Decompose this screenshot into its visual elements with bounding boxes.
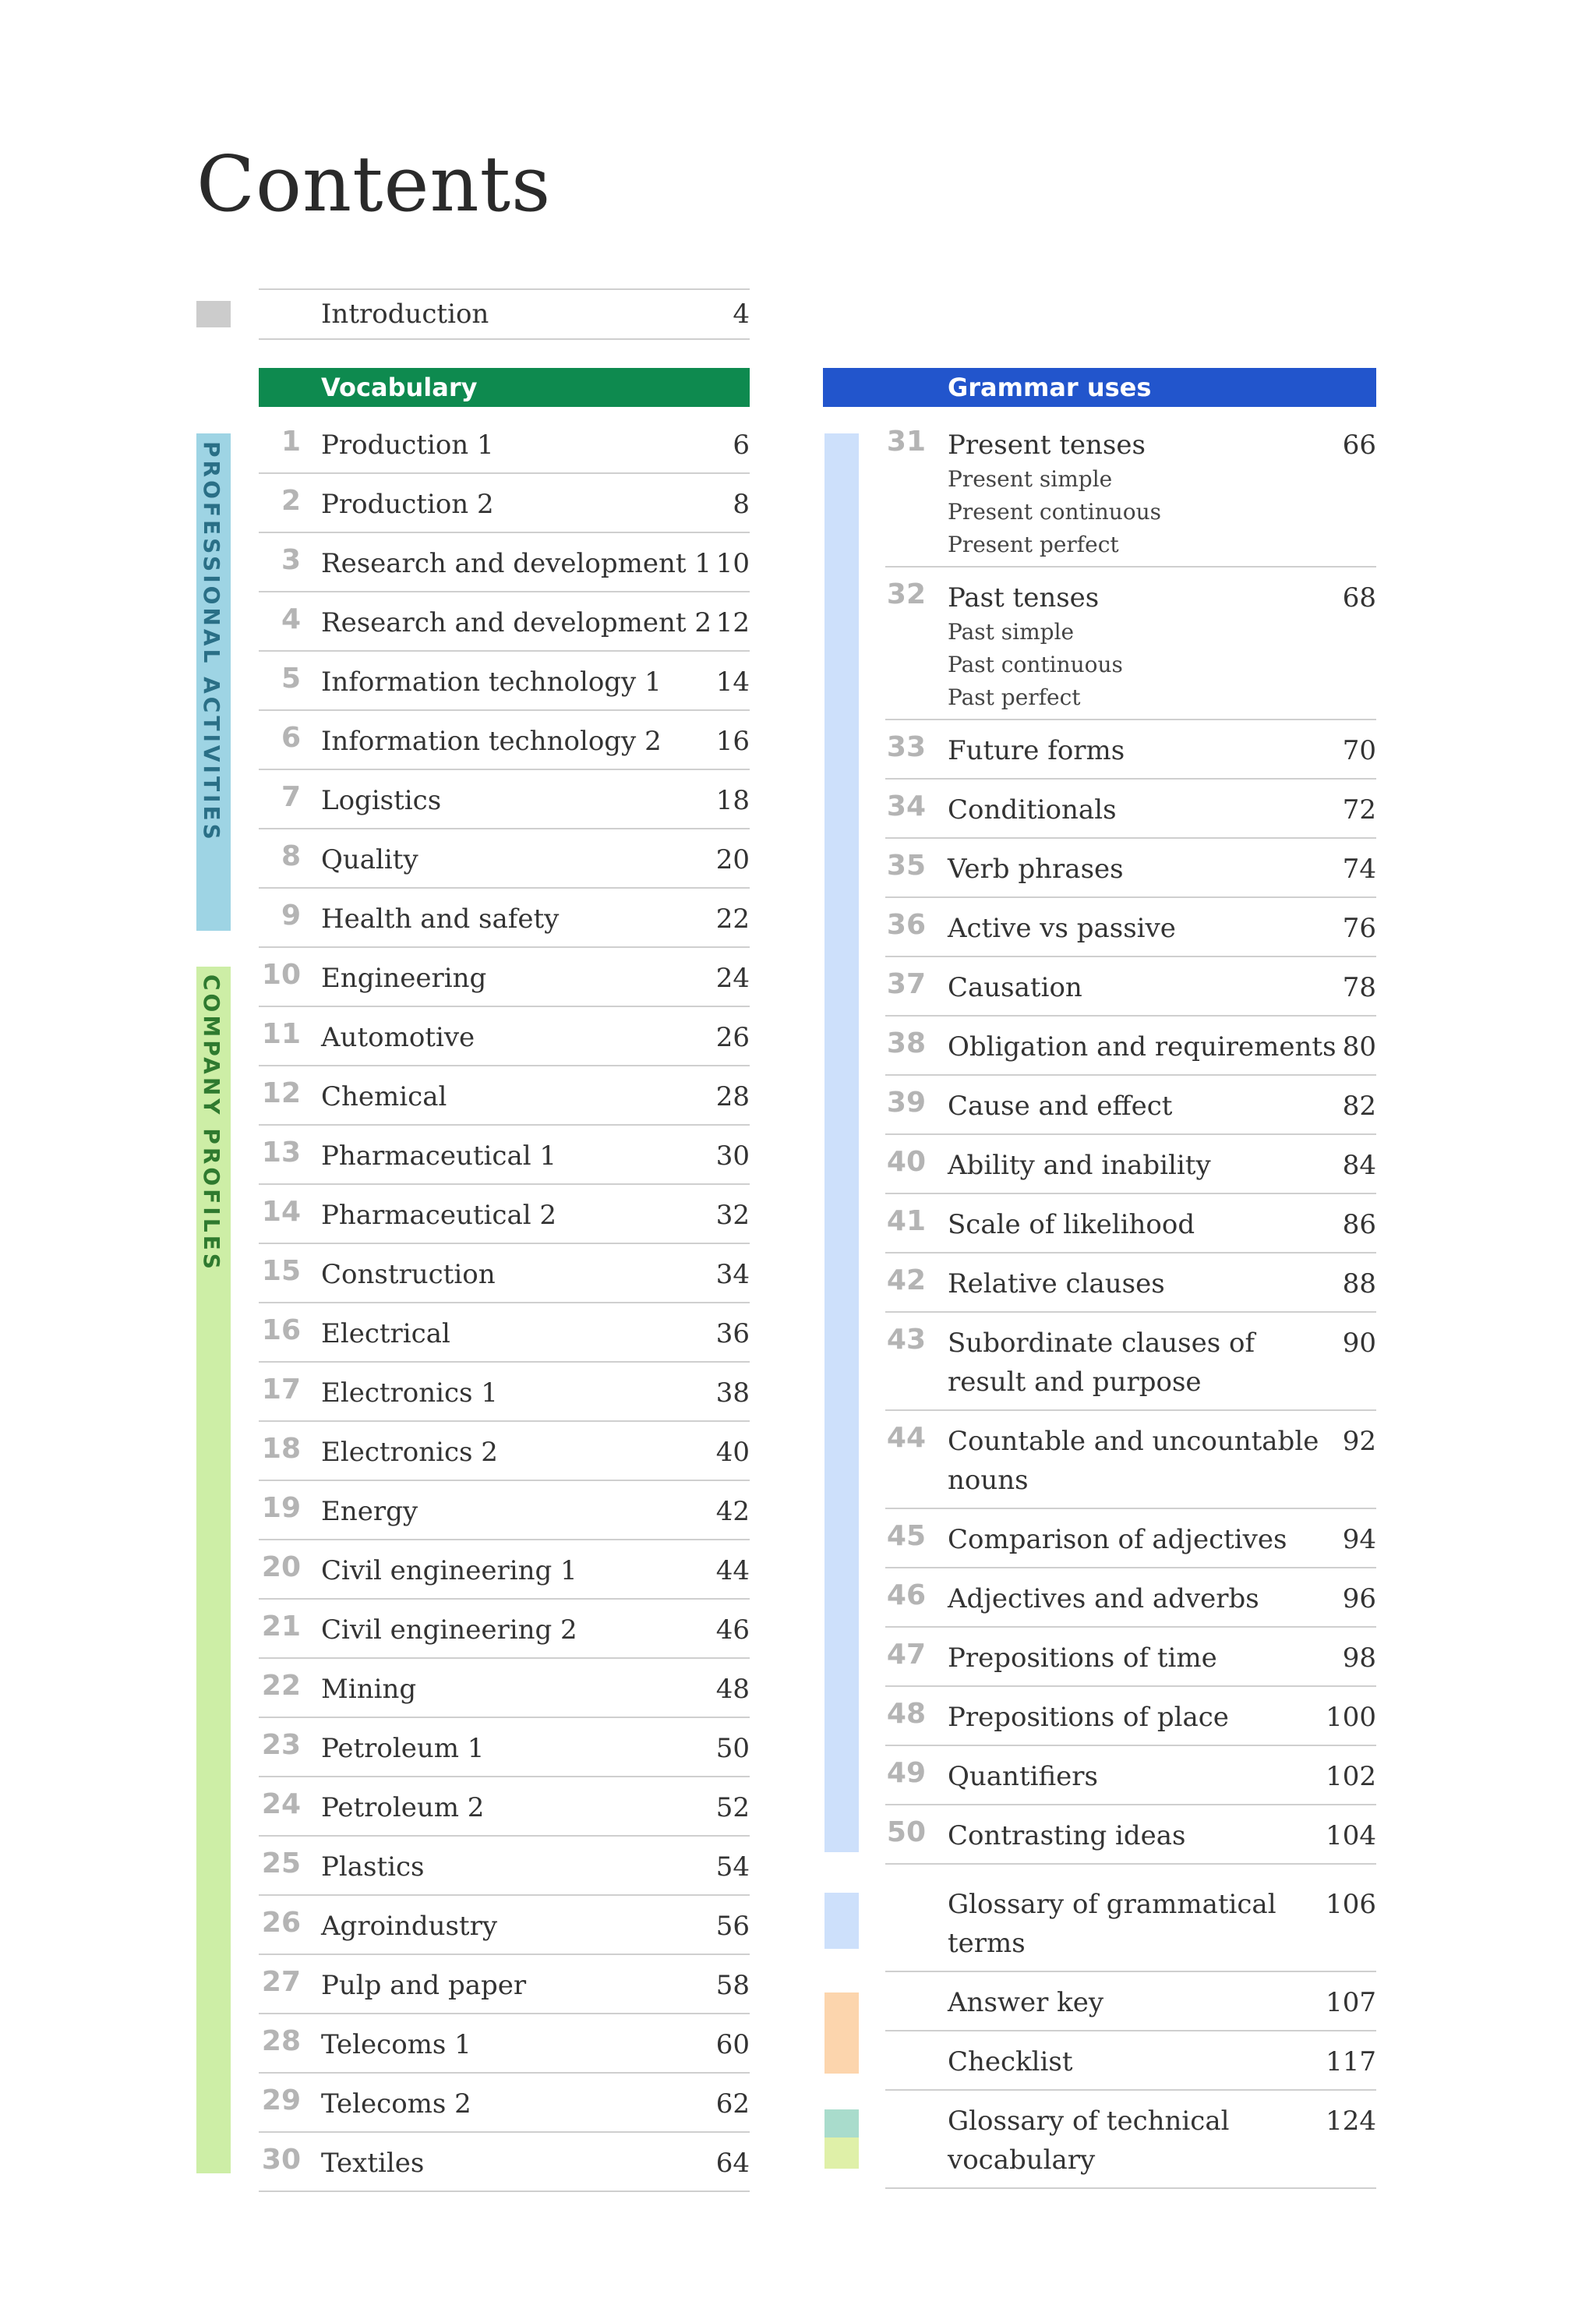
entry-title: Adjectives and adverbs (948, 1583, 1259, 1614)
entry-page-number: 72 (1342, 794, 1376, 826)
entry-title: Civil engineering 1 (321, 1555, 577, 1586)
grammar-entry[interactable] (885, 1687, 1376, 1746)
entry-page-number: 92 (1342, 1426, 1376, 1457)
entry-number: 45 (886, 1520, 926, 1552)
entry-number: 39 (886, 1087, 926, 1119)
entry-number: 15 (261, 1255, 301, 1287)
entry-page-number: 78 (1342, 972, 1376, 1003)
entry-number: 49 (886, 1757, 926, 1789)
entry-title: Production 2 (321, 489, 494, 520)
entry-number: 26 (261, 1907, 301, 1939)
entry-page-number: 40 (715, 1437, 750, 1468)
company-profiles-label: COMPANY PROFILES (199, 974, 224, 1272)
entry-number: 50 (886, 1816, 926, 1848)
intro-swatch (196, 301, 231, 327)
entry-title: Engineering (321, 963, 487, 994)
entry-page-number: 28 (715, 1081, 750, 1112)
entry-title: Causation (948, 972, 1082, 1003)
entry-number: 25 (261, 1847, 301, 1879)
entry-title: Checklist (948, 2046, 1073, 2077)
vocabulary-entry[interactable] (259, 1837, 750, 1896)
entry-number: 21 (261, 1611, 301, 1642)
entry-title: Obligation and requirements (948, 1031, 1336, 1063)
glossary-grammar-swatch (824, 1893, 859, 1949)
vocabulary-entry[interactable] (259, 2074, 750, 2133)
vocabulary-entry[interactable] (259, 829, 750, 889)
entry-page-number: 58 (715, 1970, 750, 2001)
entry-number: 43 (886, 1324, 926, 1356)
entry-number: 35 (886, 850, 926, 882)
entry-number: 2 (281, 485, 301, 517)
entry-title: Countable and uncountable (948, 1426, 1319, 1457)
entry-number: 34 (886, 790, 926, 822)
entry-number: 18 (261, 1433, 301, 1465)
entry-title-continued: nouns (948, 1465, 1029, 1496)
entry-number: 3 (281, 544, 301, 576)
vocabulary-entry[interactable] (259, 711, 750, 770)
entry-number: 1 (281, 426, 301, 458)
grammar-header (823, 368, 1376, 407)
entry-number: 28 (261, 2025, 301, 2057)
entry-number: 22 (261, 1670, 301, 1702)
grammar-entry[interactable] (885, 1509, 1376, 1568)
entry-page-number: 16 (715, 726, 750, 757)
entry-subtopic: Past simple (948, 619, 1075, 645)
entry-page-number: 8 (733, 489, 750, 520)
vocabulary-entry[interactable] (259, 2014, 750, 2074)
entry-page-number: 54 (715, 1851, 750, 1883)
entry-title: Quantifiers (948, 1761, 1098, 1792)
entry-title: Information technology 1 (321, 667, 662, 698)
vocabulary-entry[interactable] (259, 1540, 750, 1600)
vocabulary-entry[interactable] (259, 1777, 750, 1837)
grammar-entry[interactable] (885, 1194, 1376, 1253)
page-title: Contents (196, 140, 552, 229)
glossary-technical-swatch-bottom (824, 2137, 859, 2169)
entry-title: Past tenses (948, 582, 1100, 613)
entry-number: 8 (281, 840, 301, 872)
entry-title: Electrical (321, 1318, 450, 1349)
entry-subtopic: Past continuous (948, 652, 1123, 677)
vocabulary-entry[interactable] (259, 1007, 750, 1066)
entry-number: 24 (261, 1788, 301, 1820)
entry-title: Production 1 (321, 430, 494, 461)
entry-title: Health and safety (321, 903, 560, 935)
entry-title: Pharmaceutical 2 (321, 1200, 557, 1231)
grammar-entry[interactable] (885, 1746, 1376, 1805)
entry-title: Prepositions of time (948, 1642, 1217, 1674)
entry-title: Conditionals (948, 794, 1117, 826)
entry-number: 27 (261, 1966, 301, 1998)
entry-title: Prepositions of place (948, 1702, 1229, 1733)
entry-subtopic: Present perfect (948, 532, 1119, 557)
entry-page-number: 48 (715, 1674, 750, 1705)
entry-title: Research and development 1 (321, 548, 711, 579)
entry-page-number: 6 (733, 430, 750, 461)
entry-number: 41 (886, 1205, 926, 1237)
entry-title: Research and development 2 (321, 607, 711, 638)
entry-page-number: 117 (1326, 2046, 1376, 2077)
entry-page-number: 52 (715, 1792, 750, 1823)
vocabulary-entry[interactable] (259, 1363, 750, 1422)
entry-title: Chemical (321, 1081, 447, 1112)
vocabulary-entry[interactable] (259, 1422, 750, 1481)
entry-page-number: 96 (1342, 1583, 1376, 1614)
entry-title: Telecoms 2 (321, 2088, 471, 2120)
entry-number: 12 (261, 1077, 301, 1109)
entry-number: 7 (281, 781, 301, 813)
entry-title: Future forms (948, 735, 1125, 766)
entry-page-number: 70 (1342, 735, 1376, 766)
entry-title: Glossary of grammatical (948, 1889, 1276, 1920)
entry-title: Scale of likelihood (948, 1209, 1195, 1240)
entry-page-number: 102 (1326, 1761, 1376, 1792)
entry-title: Energy (321, 1496, 418, 1527)
entry-title: Active vs passive (948, 913, 1176, 944)
grammar-entry[interactable] (885, 1313, 1376, 1411)
entry-subtopic: Present continuous (948, 499, 1162, 525)
entry-number: 30 (261, 2144, 301, 2176)
entry-title: Electronics 2 (321, 1437, 498, 1468)
entry-page-number: 107 (1326, 1987, 1376, 2018)
entry-page-number: 98 (1342, 1642, 1376, 1674)
vocabulary-entry[interactable] (259, 1066, 750, 1126)
entry-page-number: 32 (715, 1200, 750, 1231)
entry-title: Information technology 2 (321, 726, 662, 757)
entry-page-number: 44 (715, 1555, 750, 1586)
entry-number: 44 (886, 1422, 926, 1454)
entry-page-number: 76 (1342, 913, 1376, 944)
entry-page-number: 36 (715, 1318, 750, 1349)
vocabulary-entry[interactable] (259, 1896, 750, 1955)
entry-page-number: 10 (715, 548, 750, 579)
entry-number: 29 (261, 2084, 301, 2116)
entry-title: Ability and inability (948, 1150, 1211, 1181)
entry-title: Cause and effect (948, 1091, 1173, 1122)
entry-title-continued: vocabulary (948, 2145, 1096, 2176)
entry-title: Petroleum 2 (321, 1792, 485, 1823)
entry-page-number: 18 (715, 785, 750, 816)
grammar-entry[interactable] (885, 780, 1376, 839)
entry-title: Telecoms 1 (321, 2029, 471, 2060)
entry-title: Electronics 1 (321, 1377, 498, 1409)
back-matter-list (885, 1874, 1376, 2189)
vocabulary-entry[interactable] (259, 1659, 750, 1718)
entry-page-number: 94 (1342, 1524, 1376, 1555)
entry-number: 40 (886, 1146, 926, 1178)
introduction-entry[interactable] (259, 290, 750, 340)
entry-page-number: 56 (715, 1911, 750, 1942)
entry-number: 10 (261, 959, 301, 991)
grammar-entry[interactable] (885, 415, 1376, 568)
vocabulary-entry[interactable] (259, 1955, 750, 2014)
entry-page-number: 12 (715, 607, 750, 638)
entry-title: Plastics (321, 1851, 425, 1883)
entry-number: 48 (886, 1698, 926, 1730)
entry-title: Pulp and paper (321, 1970, 527, 2001)
entry-page-number: 106 (1326, 1889, 1376, 1920)
entry-title: Subordinate clauses of (948, 1328, 1255, 1359)
entry-title: Pharmaceutical 1 (321, 1140, 557, 1172)
grammar-entry[interactable] (885, 720, 1376, 780)
entry-subtopic: Present simple (948, 466, 1113, 492)
entry-title: Present tenses (948, 430, 1146, 461)
grammar-entry[interactable] (885, 568, 1376, 720)
entry-number: 37 (886, 968, 926, 1000)
entry-number: 31 (886, 426, 926, 458)
entry-title: Construction (321, 1259, 496, 1290)
entry-page-number: 100 (1326, 1702, 1376, 1733)
entry-title-continued: result and purpose (948, 1367, 1202, 1398)
introduction-page: 4 (733, 299, 750, 330)
entry-page-number: 64 (715, 2148, 750, 2179)
grammar-entry[interactable] (885, 1805, 1376, 1865)
grammar-entry[interactable] (885, 1253, 1376, 1313)
vocabulary-entry[interactable] (259, 2133, 750, 2192)
vocabulary-header-label: Vocabulary (321, 373, 478, 402)
introduction-title: Introduction (321, 299, 489, 330)
entry-number: 36 (886, 909, 926, 941)
back-matter-entry[interactable] (885, 2031, 1376, 2091)
entry-title: Answer key (948, 1987, 1104, 2018)
answer-key-swatch (824, 1992, 859, 2074)
grammar-entry[interactable] (885, 839, 1376, 898)
entry-number: 33 (886, 731, 926, 763)
entry-title: Verb phrases (948, 854, 1124, 885)
entry-page-number: 20 (715, 844, 750, 875)
entry-page-number: 68 (1342, 582, 1376, 613)
vocabulary-entry[interactable] (259, 415, 750, 474)
entry-title: Comparison of adjectives (948, 1524, 1287, 1555)
grammar-entry[interactable] (885, 898, 1376, 957)
vocabulary-entry[interactable] (259, 474, 750, 533)
entry-page-number: 50 (715, 1733, 750, 1764)
vocabulary-header (259, 368, 750, 407)
entry-page-number: 62 (715, 2088, 750, 2120)
entry-page-number: 84 (1342, 1150, 1376, 1181)
entry-number: 4 (281, 603, 301, 635)
entry-title: Textiles (321, 2148, 425, 2179)
entry-page-number: 60 (715, 2029, 750, 2060)
entry-number: 20 (261, 1551, 301, 1583)
grammar-list (885, 415, 1376, 1865)
entry-number: 47 (886, 1639, 926, 1671)
entry-page-number: 104 (1326, 1820, 1376, 1851)
vocabulary-entry[interactable] (259, 533, 750, 592)
entry-page-number: 46 (715, 1614, 750, 1646)
grammar-entry[interactable] (885, 1628, 1376, 1687)
entry-number: 5 (281, 663, 301, 695)
entry-title-continued: terms (948, 1928, 1026, 1959)
entry-subtopics (948, 616, 1123, 714)
professional-activities-label: PROFESSIONAL ACTIVITIES (199, 441, 224, 843)
entry-number: 46 (886, 1579, 926, 1611)
grammar-entry[interactable] (885, 957, 1376, 1017)
grammar-entry[interactable] (885, 1135, 1376, 1194)
vocabulary-entry[interactable] (259, 889, 750, 948)
vocabulary-entry[interactable] (259, 1481, 750, 1540)
entry-page-number: 26 (715, 1022, 750, 1053)
vocabulary-entry[interactable] (259, 948, 750, 1007)
entry-title: Petroleum 1 (321, 1733, 485, 1764)
grammar-entry[interactable] (885, 1017, 1376, 1076)
entry-page-number: 24 (715, 963, 750, 994)
back-matter-entry[interactable] (885, 2091, 1376, 2189)
back-matter-entry[interactable] (885, 1972, 1376, 2031)
entry-page-number: 30 (715, 1140, 750, 1172)
glossary-technical-swatch-top (824, 2109, 859, 2137)
entry-title: Civil engineering 2 (321, 1614, 577, 1646)
vocabulary-entry[interactable] (259, 1600, 750, 1659)
entry-page-number: 88 (1342, 1268, 1376, 1299)
vocabulary-entry[interactable] (259, 592, 750, 652)
entry-page-number: 80 (1342, 1031, 1376, 1063)
entry-number: 42 (886, 1264, 926, 1296)
entry-title: Automotive (321, 1022, 475, 1053)
entry-number: 32 (886, 578, 926, 610)
entry-title: Glossary of technical (948, 2106, 1230, 2137)
entry-number: 19 (261, 1492, 301, 1524)
vocabulary-entry[interactable] (259, 1303, 750, 1363)
entry-title: Logistics (321, 785, 442, 816)
entry-subtopics (948, 463, 1161, 561)
entry-title: Quality (321, 844, 418, 875)
entry-title: Agroindustry (321, 1911, 498, 1942)
grammar-header-label: Grammar uses (948, 373, 1152, 402)
entry-number: 11 (261, 1018, 301, 1050)
entry-page-number: 74 (1342, 854, 1376, 885)
entry-number: 23 (261, 1729, 301, 1761)
entry-number: 14 (261, 1196, 301, 1228)
entry-number: 6 (281, 722, 301, 754)
entry-page-number: 22 (715, 903, 750, 935)
entry-title: Mining (321, 1674, 417, 1705)
entry-page-number: 82 (1342, 1091, 1376, 1122)
vocabulary-entry[interactable] (259, 1185, 750, 1244)
grammar-bar (824, 433, 859, 1852)
entry-page-number: 90 (1342, 1328, 1376, 1359)
vocabulary-entry[interactable] (259, 1718, 750, 1777)
entry-number: 13 (261, 1137, 301, 1169)
grammar-entry[interactable] (885, 1076, 1376, 1135)
entry-page-number: 124 (1326, 2106, 1376, 2137)
entry-title: Relative clauses (948, 1268, 1165, 1299)
entry-page-number: 86 (1342, 1209, 1376, 1240)
entry-number: 9 (281, 900, 301, 932)
vocabulary-entry[interactable] (259, 1126, 750, 1185)
vocabulary-list (259, 415, 750, 2192)
back-matter-entry[interactable] (885, 1874, 1376, 1972)
entry-number: 16 (261, 1314, 301, 1346)
entry-number: 38 (886, 1027, 926, 1059)
entry-page-number: 38 (715, 1377, 750, 1409)
vocabulary-entry[interactable] (259, 770, 750, 829)
entry-page-number: 34 (715, 1259, 750, 1290)
entry-number: 17 (261, 1374, 301, 1406)
vocabulary-entry[interactable] (259, 652, 750, 711)
grammar-entry[interactable] (885, 1568, 1376, 1628)
entry-page-number: 42 (715, 1496, 750, 1527)
entry-subtopic: Past perfect (948, 684, 1081, 710)
vocabulary-entry[interactable] (259, 1244, 750, 1303)
entry-title: Contrasting ideas (948, 1820, 1186, 1851)
grammar-entry[interactable] (885, 1411, 1376, 1509)
entry-page-number: 66 (1342, 430, 1376, 461)
entry-page-number: 14 (715, 667, 750, 698)
